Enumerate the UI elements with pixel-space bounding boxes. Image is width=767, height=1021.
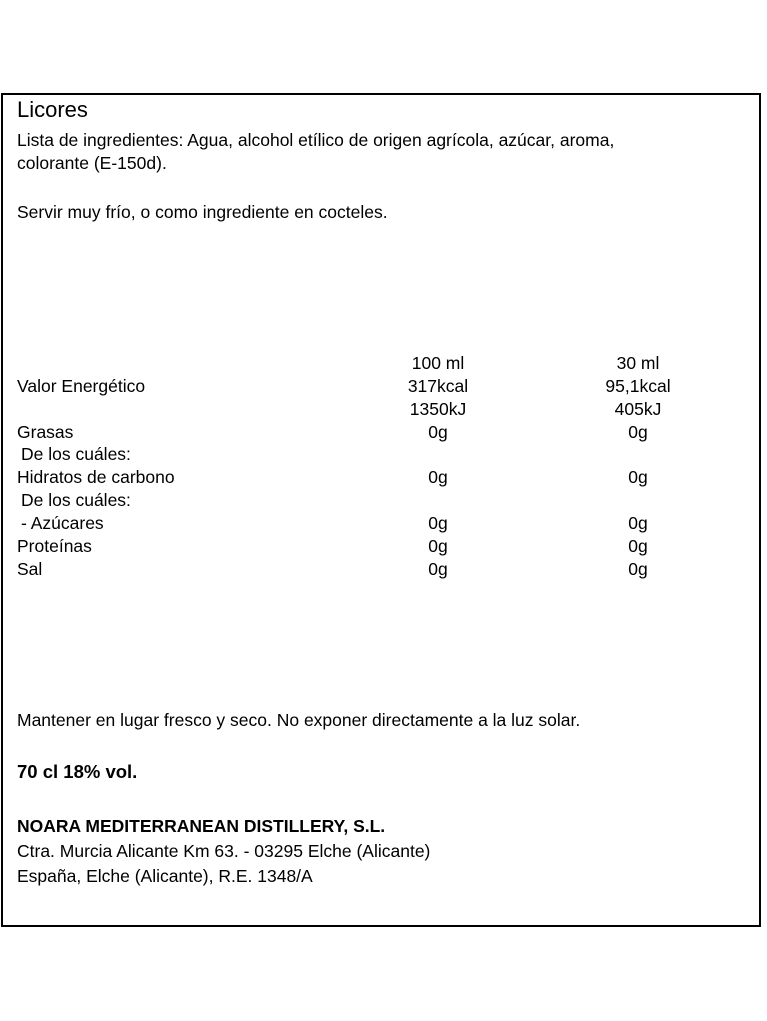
- nutrition-row-label: De los cuáles:: [21, 444, 131, 464]
- nutrition-row-label: Proteínas: [17, 536, 92, 556]
- nutrition-row-label: De los cuáles:: [21, 490, 131, 510]
- nutrition-row-value-100ml: 0g: [428, 536, 448, 556]
- nutrition-row-value-100ml: 0g: [428, 422, 448, 442]
- nutrition-row-value-100ml: 0g: [428, 467, 448, 487]
- nutrition-row-label: - Azúcares: [21, 513, 104, 533]
- nutrition-row-label: Grasas: [17, 422, 74, 442]
- nutrition-row-value-30ml: 0g: [628, 559, 648, 579]
- nutrition-row-label: Hidratos de carbono: [17, 467, 175, 487]
- storage-instructions: Mantener en lugar fresco y seco. No exponer directamente a la luz solar.: [17, 710, 581, 730]
- nutrition-row-value-100ml: 0g: [428, 513, 448, 533]
- ingredients-line-1: Lista de ingredientes: Agua, alcohol etílico de origen agrícola, azúcar, aroma,: [17, 130, 615, 150]
- nutrition-col-header-30ml: 30 ml: [616, 353, 660, 373]
- nutrition-row-value-30ml: 0g: [628, 467, 648, 487]
- product-title: Licores: [17, 97, 88, 122]
- nutrition-row-label: Valor Energético: [17, 376, 146, 396]
- nutrition-row-value-100ml: 317kcal: [407, 376, 469, 396]
- nutrition-row-label: Sal: [17, 559, 43, 579]
- nutrition-row-value-30ml: 405kJ: [614, 399, 662, 419]
- company-address-line-1: Ctra. Murcia Alicante Km 63. - 03295 Elche (Alicante): [17, 841, 431, 861]
- nutrition-row-value-30ml: 0g: [628, 422, 648, 442]
- product-label: [1, 93, 761, 927]
- nutrition-row-value-30ml: 0g: [628, 513, 648, 533]
- company-name: NOARA MEDITERRANEAN DISTILLERY, S.L.: [17, 816, 386, 836]
- serving-suggestion: Servir muy frío, o como ingrediente en cocteles.: [17, 202, 388, 222]
- volume-info: 70 cl 18% vol.: [17, 761, 138, 782]
- nutrition-row-value-30ml: 0g: [628, 536, 648, 556]
- ingredients-line-2: colorante (E-150d).: [17, 153, 167, 173]
- nutrition-col-header-100ml: 100 ml: [411, 353, 465, 373]
- nutrition-row-value-100ml: 0g: [428, 559, 448, 579]
- company-address-line-2: España, Elche (Alicante), R.E. 1348/A: [17, 866, 313, 886]
- nutrition-row-value-30ml: 95,1kcal: [605, 376, 671, 396]
- nutrition-row-value-100ml: 1350kJ: [409, 399, 467, 419]
